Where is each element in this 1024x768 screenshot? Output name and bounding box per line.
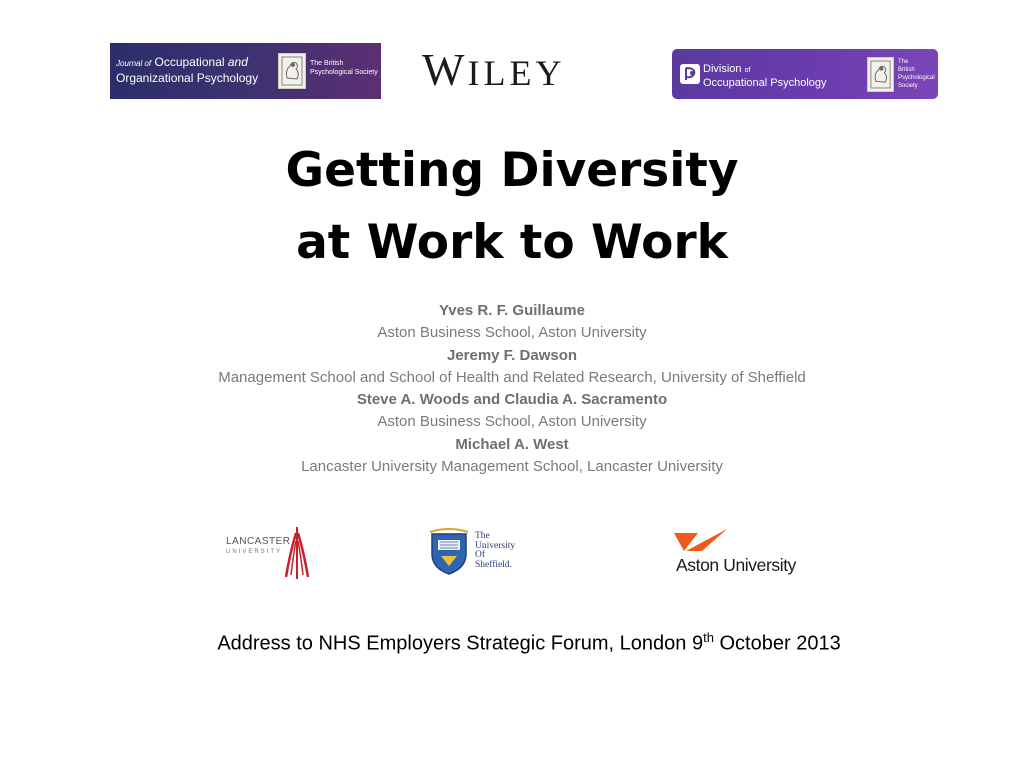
wiley-logo: WILEY [422,45,566,95]
author-list [0,300,1024,478]
title-line-1: Getting Diversity [285,143,739,198]
event-address: Address to NHS Employers Strategic Forum, London 9th October 2013 [217,630,841,655]
aston-university-logo [672,527,817,579]
author-affiliation: Management School and School of Health and Related Research, University of Sheffield [218,368,806,386]
author-affiliation: Lancaster University Management School, Lancaster University [301,458,723,476]
division-mark-icon [680,64,700,84]
author-name: Michael A. West [455,435,569,453]
journal-logo [110,43,381,99]
author-affiliation: Aston Business School, Aston University [377,324,647,342]
aston-mark-icon [672,527,730,555]
bps-society-text: The British Psychological Society [310,60,378,76]
aston-logo-text: Aston University [676,555,797,575]
division-logo-text: Division of Occupational Psychology [703,63,827,89]
lancaster-logo-text: LANCASTER UNIVERSITY [226,536,291,555]
bps-crest-icon [278,53,306,89]
bps-crest-icon [867,57,894,92]
sheffield-crest-icon [428,528,470,576]
division-logo [672,49,938,99]
author-name: Steve A. Woods and Claudia A. Sacramento [356,391,668,409]
lancaster-mark-icon [282,525,312,581]
author-name: Jeremy F. Dawson [446,346,578,364]
title-line-2: at Work to Work [296,215,728,270]
journal-logo-text: Journal of Occupational and Organizational Psychology [116,55,259,85]
bps-society-text: The British Psychological Society [898,59,935,89]
lancaster-university-logo [226,525,316,581]
page-title [0,135,1024,279]
sheffield-university-logo [428,528,528,576]
author-name: Yves R. F. Guillaume [439,302,585,319]
author-affiliation: Aston Business School, Aston University [377,413,647,431]
sheffield-logo-text: The University Of Sheffield. [475,531,516,570]
